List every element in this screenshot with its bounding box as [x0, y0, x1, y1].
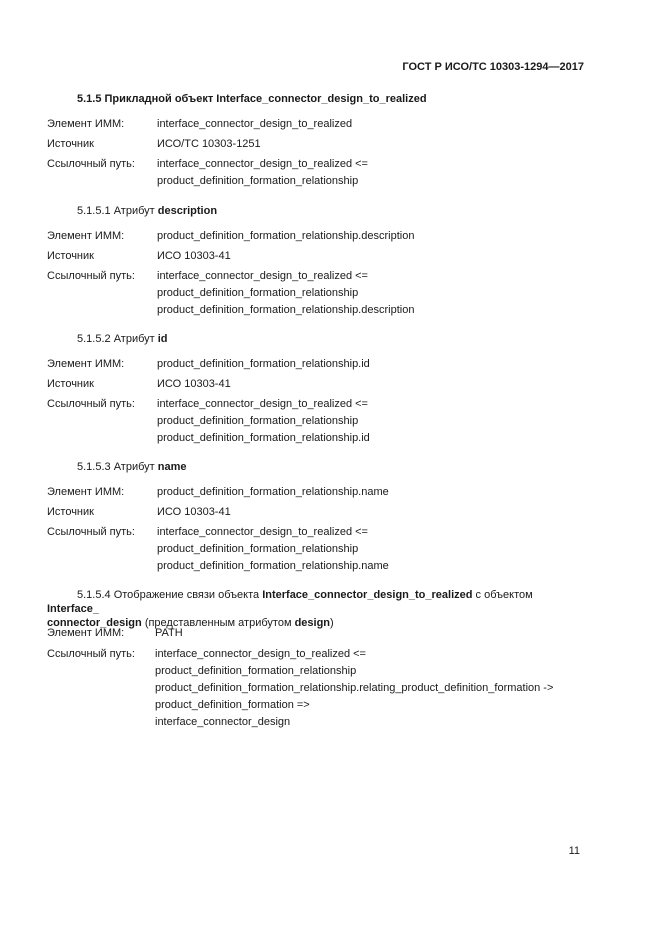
mapping-note-a: (представленным атрибутом	[144, 617, 292, 629]
source-value	[157, 376, 231, 393]
attribute-name: id	[157, 333, 168, 345]
element-label: Элемент ИММ:	[47, 230, 125, 242]
ref-line: product_definition_formation_relationship.name	[157, 560, 389, 572]
element-value-text: interface_connector_design_to_realized	[157, 118, 353, 130]
ref-line: interface_connector_design_to_realized <=	[155, 648, 366, 660]
ref-line: product_definition_formation_relationship	[157, 175, 359, 187]
attribute-heading	[77, 333, 168, 345]
element-value-text: PATH	[155, 627, 183, 639]
mapping-with-text: с объектом	[475, 589, 533, 601]
ref-label: Ссылочный путь:	[47, 648, 135, 660]
element-value	[157, 228, 414, 245]
element-value	[157, 484, 389, 501]
element-label: Элемент ИММ:	[47, 118, 125, 130]
source-value-text: ИСО 10303-41	[157, 506, 231, 518]
section-heading	[77, 93, 427, 105]
source-label: Источник	[47, 138, 94, 150]
mapping-number: 5.1.5.4 Отображение связи объекта	[77, 589, 260, 601]
attribute-number: 5.1.5.2 Атрибут	[77, 333, 155, 345]
ref-path	[155, 646, 553, 731]
section-heading-prefix: 5.1.5 Прикладной объект	[77, 93, 214, 105]
ref-line: product_definition_formation_relationship.description	[157, 304, 415, 316]
mapping-target-a: Interface_	[47, 603, 99, 615]
mapping-attr: design	[294, 617, 331, 629]
ref-line: product_definition_formation_relationship	[157, 543, 359, 555]
attribute-name: name	[157, 461, 187, 473]
attribute-number: 5.1.5.3 Атрибут	[77, 461, 155, 473]
source-value-text: ИСО 10303-41	[157, 378, 231, 390]
mapping-target-b: connector_design	[47, 617, 142, 629]
ref-path	[157, 268, 414, 319]
attribute-heading	[77, 461, 187, 473]
document-code: ГОСТ Р ИСО/ТС 10303-1294—2017	[402, 61, 584, 73]
source-value-text: ИСО/ТС 10303-1251	[157, 138, 261, 150]
ref-line: interface_connector_design_to_realized <=	[157, 158, 368, 170]
mapping-note-b: )	[330, 617, 334, 629]
source-label: Источник	[47, 250, 94, 262]
page-number: 11	[568, 845, 580, 857]
element-value	[157, 356, 370, 373]
element-value-text: product_definition_formation_relationship.id	[157, 358, 370, 370]
element-value	[157, 116, 352, 133]
ref-path	[157, 524, 389, 575]
ref-label: Ссылочный путь:	[47, 270, 135, 282]
section-heading-entity: Interface_connector_design_to_realized	[216, 93, 427, 105]
ref-label: Ссылочный путь:	[47, 398, 135, 410]
ref-line: product_definition_formation_relationship	[155, 665, 357, 677]
ref-line: product_definition_formation_relationship.id	[157, 432, 370, 444]
element-label: Элемент ИММ:	[47, 486, 125, 498]
ref-line: interface_connector_design_to_realized <=	[157, 270, 368, 282]
source-value-text: ИСО 10303-41	[157, 250, 231, 262]
source-value	[157, 136, 261, 153]
ref-line: interface_connector_design_to_realized <=	[157, 398, 368, 410]
ref-path	[157, 396, 370, 447]
source-label: Источник	[47, 378, 94, 390]
attribute-heading	[77, 205, 217, 217]
attribute-name: description	[157, 205, 218, 217]
source-label: Источник	[47, 506, 94, 518]
ref-line: product_definition_formation_relationship.relating_product_definition_formation ->	[155, 682, 554, 694]
ref-line: product_definition_formation =>	[155, 699, 310, 711]
ref-label: Ссылочный путь:	[47, 158, 135, 170]
ref-line: interface_connector_design	[155, 716, 291, 728]
ref-line: interface_connector_design_to_realized <=	[157, 526, 368, 538]
element-value-text: product_definition_formation_relationship.name	[157, 486, 389, 498]
element-value-text: product_definition_formation_relationship.description	[157, 230, 415, 242]
mapping-entity: Interface_connector_design_to_realized	[262, 589, 473, 601]
element-label: Элемент ИММ:	[47, 627, 125, 639]
element-value	[155, 625, 183, 642]
ref-label: Ссылочный путь:	[47, 526, 135, 538]
source-value	[157, 504, 231, 521]
ref-line: product_definition_formation_relationship	[157, 415, 359, 427]
ref-path	[157, 156, 368, 190]
attribute-number: 5.1.5.1 Атрибут	[77, 205, 155, 217]
element-label: Элемент ИММ:	[47, 358, 125, 370]
source-value	[157, 248, 231, 265]
mapping-heading	[47, 588, 587, 630]
ref-line: product_definition_formation_relationship	[157, 287, 359, 299]
